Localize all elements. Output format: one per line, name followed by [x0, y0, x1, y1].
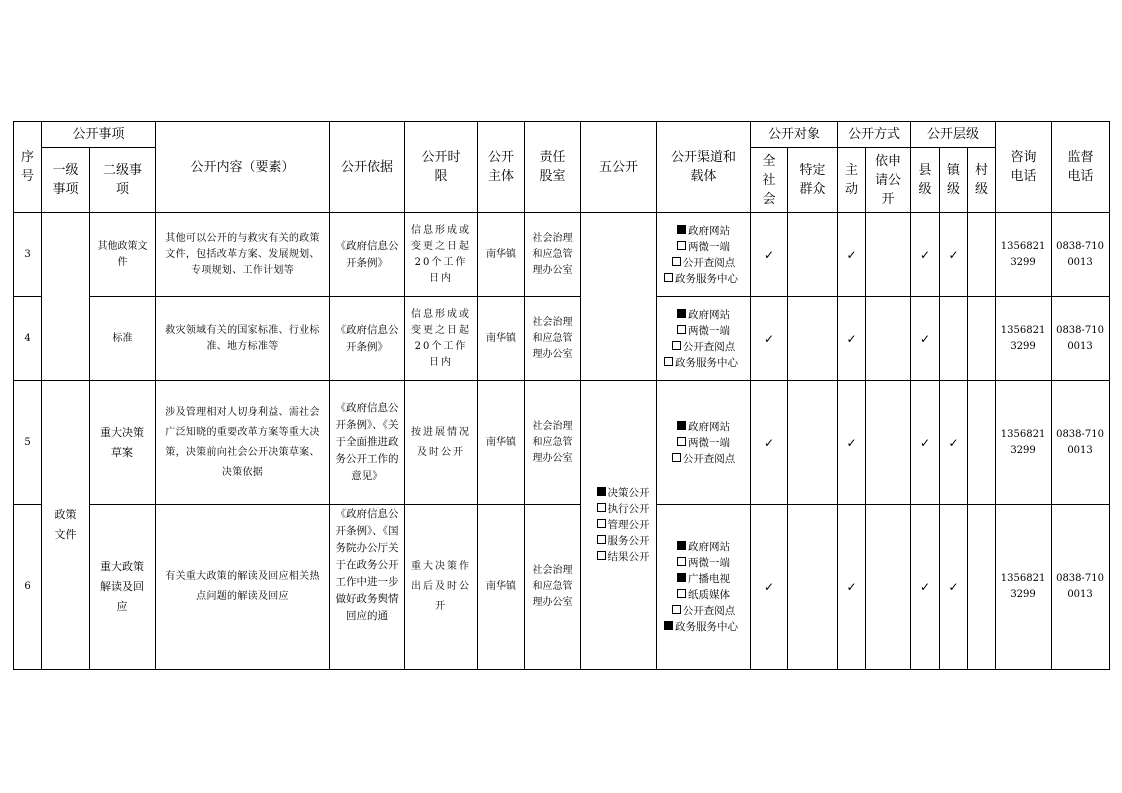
header-seq: 序号 [14, 122, 42, 213]
check-mark-icon: ✓ [838, 297, 866, 381]
checkbox-checked-icon [664, 621, 673, 630]
level2-cell: 标准 [90, 297, 156, 381]
audience-specific-cell [788, 381, 838, 505]
dept-cell: 社会治理和应急管理办公室 [525, 297, 581, 381]
checkbox-icon [672, 453, 681, 462]
channel-item: 公开查阅点 [659, 603, 748, 619]
checkbox-icon [597, 551, 606, 560]
row-number: 5 [14, 381, 42, 505]
timing-cell: 信息形成或变更之日起20个工作日内 [405, 297, 478, 381]
check-mark-icon: ✓ [940, 381, 968, 505]
timing-cell: 信息形成或变更之日起20个工作日内 [405, 213, 478, 297]
header-level-village: 村级 [968, 148, 996, 213]
header-level-county: 县级 [911, 148, 940, 213]
checkbox-checked-icon [677, 309, 686, 318]
table-row [14, 213, 1110, 297]
subject-cell: 南华镇 [478, 213, 525, 297]
header-level-town: 镇级 [940, 148, 968, 213]
checkbox-icon [597, 519, 606, 528]
header-consult: 咨询电话 [996, 122, 1052, 213]
header-audience-group: 公开对象 [751, 122, 838, 148]
basis-cell: 《政府信息公开条例》、《国务院办公厅关于在政务公开工作中进一步做好政务舆情回应的通 [330, 505, 405, 670]
five-item: 执行公开 [590, 501, 656, 517]
channel-cell [657, 297, 751, 381]
audience-specific-cell [788, 213, 838, 297]
consult-phone: 13568213299 [996, 213, 1052, 297]
supervise-phone: 0838-7100013 [1052, 297, 1110, 381]
table-row [14, 297, 1110, 381]
header-five: 五公开 [581, 122, 657, 213]
header-item-group: 公开事项 [42, 122, 156, 148]
channel-cell [657, 213, 751, 297]
level-village-cell [968, 381, 996, 505]
checkbox-icon [664, 357, 673, 366]
channel-item: 两微一端 [659, 435, 748, 451]
five-item: 管理公开 [590, 517, 656, 533]
five-item: 决策公开 [590, 485, 656, 501]
channel-item: 政府网站 [659, 539, 748, 555]
level2-cell: 其他政策文件 [90, 213, 156, 297]
header-level1: 一级事项 [42, 148, 90, 213]
level-village-cell [968, 297, 996, 381]
checkbox-icon [677, 241, 686, 250]
five-item: 服务公开 [590, 533, 656, 549]
header-method-active: 主动 [838, 148, 866, 213]
dept-cell: 社会治理和应急管理办公室 [525, 505, 581, 670]
check-mark-icon: ✓ [751, 505, 788, 670]
check-mark-icon: ✓ [940, 505, 968, 670]
subject-cell: 南华镇 [478, 381, 525, 505]
disclosure-table [13, 121, 1110, 670]
checkbox-checked-icon [677, 225, 686, 234]
dept-cell: 社会治理和应急管理办公室 [525, 213, 581, 297]
checkbox-checked-icon [677, 421, 686, 430]
timing-cell: 重大决策作出后及时公开 [405, 505, 478, 670]
channel-item: 两微一端 [659, 555, 748, 571]
check-mark-icon: ✓ [751, 213, 788, 297]
header-content: 公开内容（要素） [156, 122, 330, 213]
header-timing: 公开时限 [405, 122, 478, 213]
content-cell: 涉及管理相对人切身利益、需社会广泛知晓的重要改革方案等重大决策，决策前向社会公开决策草案、决策依据 [156, 381, 330, 505]
level-village-cell [968, 505, 996, 670]
checkbox-icon [672, 605, 681, 614]
consult-phone: 13568213299 [996, 381, 1052, 505]
checkbox-checked-icon [597, 487, 606, 496]
level2-cell: 重大政策解读及回应 [90, 505, 156, 670]
channel-item: 两微一端 [659, 239, 748, 255]
content-cell: 救灾领域有关的国家标准、行业标准、地方标准等 [156, 297, 330, 381]
dept-cell: 社会治理和应急管理办公室 [525, 381, 581, 505]
channel-item: 纸质媒体 [659, 587, 748, 603]
method-request-cell [866, 381, 911, 505]
level-village-cell [968, 213, 996, 297]
subject-cell: 南华镇 [478, 505, 525, 670]
checkbox-icon [677, 437, 686, 446]
consult-phone: 13568213299 [996, 297, 1052, 381]
basis-cell: 《政府信息公开条例》 [330, 213, 405, 297]
checkbox-checked-icon [677, 573, 686, 582]
content-cell: 有关重大政策的解读及回应相关热点问题的解读及回应 [156, 505, 330, 670]
check-mark-icon: ✓ [911, 297, 940, 381]
header-basis: 公开依据 [330, 122, 405, 213]
five-cell-empty [581, 213, 657, 381]
header-audience-specific: 特定群众 [788, 148, 838, 213]
channel-item: 政务服务中心 [659, 619, 743, 635]
supervise-phone: 0838-7100013 [1052, 505, 1110, 670]
checkbox-icon [677, 325, 686, 334]
checkbox-icon [677, 589, 686, 598]
checkbox-icon [597, 535, 606, 544]
supervise-phone: 0838-7100013 [1052, 381, 1110, 505]
content-cell: 其他可以公开的与救灾有关的政策文件，包括改革方案、发展规划、专项规划、工作计划等 [156, 213, 330, 297]
channel-item: 政府网站 [659, 307, 748, 323]
five-cell [581, 381, 657, 670]
check-mark-icon: ✓ [838, 381, 866, 505]
level1-cell: 政策文件 [42, 381, 90, 670]
level-town-cell [940, 297, 968, 381]
channel-item: 政务服务中心 [659, 355, 743, 371]
header-supervise: 监督电话 [1052, 122, 1110, 213]
header-subject: 公开主体 [478, 122, 525, 213]
channel-item: 政府网站 [659, 223, 748, 239]
check-mark-icon: ✓ [751, 381, 788, 505]
checkbox-icon [672, 341, 681, 350]
header-method-group: 公开方式 [838, 122, 911, 148]
subject-cell: 南华镇 [478, 297, 525, 381]
audience-specific-cell [788, 297, 838, 381]
method-request-cell [866, 297, 911, 381]
channel-item: 政府网站 [659, 419, 748, 435]
timing-cell: 按进展情况及时公开 [405, 381, 478, 505]
channel-item: 公开查阅点 [659, 339, 748, 355]
check-mark-icon: ✓ [911, 505, 940, 670]
method-request-cell [866, 213, 911, 297]
header-level2: 二级事项 [90, 148, 156, 213]
header-channel: 公开渠道和载体 [657, 122, 751, 213]
header-method-request: 依申请公开 [866, 148, 911, 213]
table-row [14, 381, 1110, 505]
channel-item: 公开查阅点 [659, 255, 748, 271]
level1-cell-empty [42, 213, 90, 381]
level2-cell: 重大决策草案 [90, 381, 156, 505]
header-level-group: 公开层级 [911, 122, 996, 148]
basis-cell: 《政府信息公开条例》、《关于全面推进政务公开工作的意见》 [330, 381, 405, 505]
checkbox-icon [677, 557, 686, 566]
check-mark-icon: ✓ [838, 505, 866, 670]
checkbox-icon [664, 273, 673, 282]
checkbox-icon [672, 257, 681, 266]
header-dept: 责任股室 [525, 122, 581, 213]
channel-cell [657, 381, 751, 505]
method-request-cell [866, 505, 911, 670]
channel-item: 两微一端 [659, 323, 748, 339]
checkbox-checked-icon [677, 541, 686, 550]
channel-item: 政务服务中心 [659, 271, 743, 287]
check-mark-icon: ✓ [911, 381, 940, 505]
check-mark-icon: ✓ [911, 213, 940, 297]
check-mark-icon: ✓ [838, 213, 866, 297]
consult-phone: 13568213299 [996, 505, 1052, 670]
header-audience-all: 全社会 [751, 148, 788, 213]
row-number: 6 [14, 505, 42, 670]
channel-item: 广播电视 [659, 571, 748, 587]
supervise-phone: 0838-7100013 [1052, 213, 1110, 297]
row-number: 3 [14, 213, 42, 297]
row-number: 4 [14, 297, 42, 381]
check-mark-icon: ✓ [940, 213, 968, 297]
check-mark-icon: ✓ [751, 297, 788, 381]
five-item: 结果公开 [590, 549, 656, 565]
audience-specific-cell [788, 505, 838, 670]
checkbox-icon [597, 503, 606, 512]
table-row [14, 505, 1110, 670]
basis-cell: 《政府信息公开条例》 [330, 297, 405, 381]
channel-item: 公开查阅点 [659, 451, 748, 467]
channel-cell [657, 505, 751, 670]
